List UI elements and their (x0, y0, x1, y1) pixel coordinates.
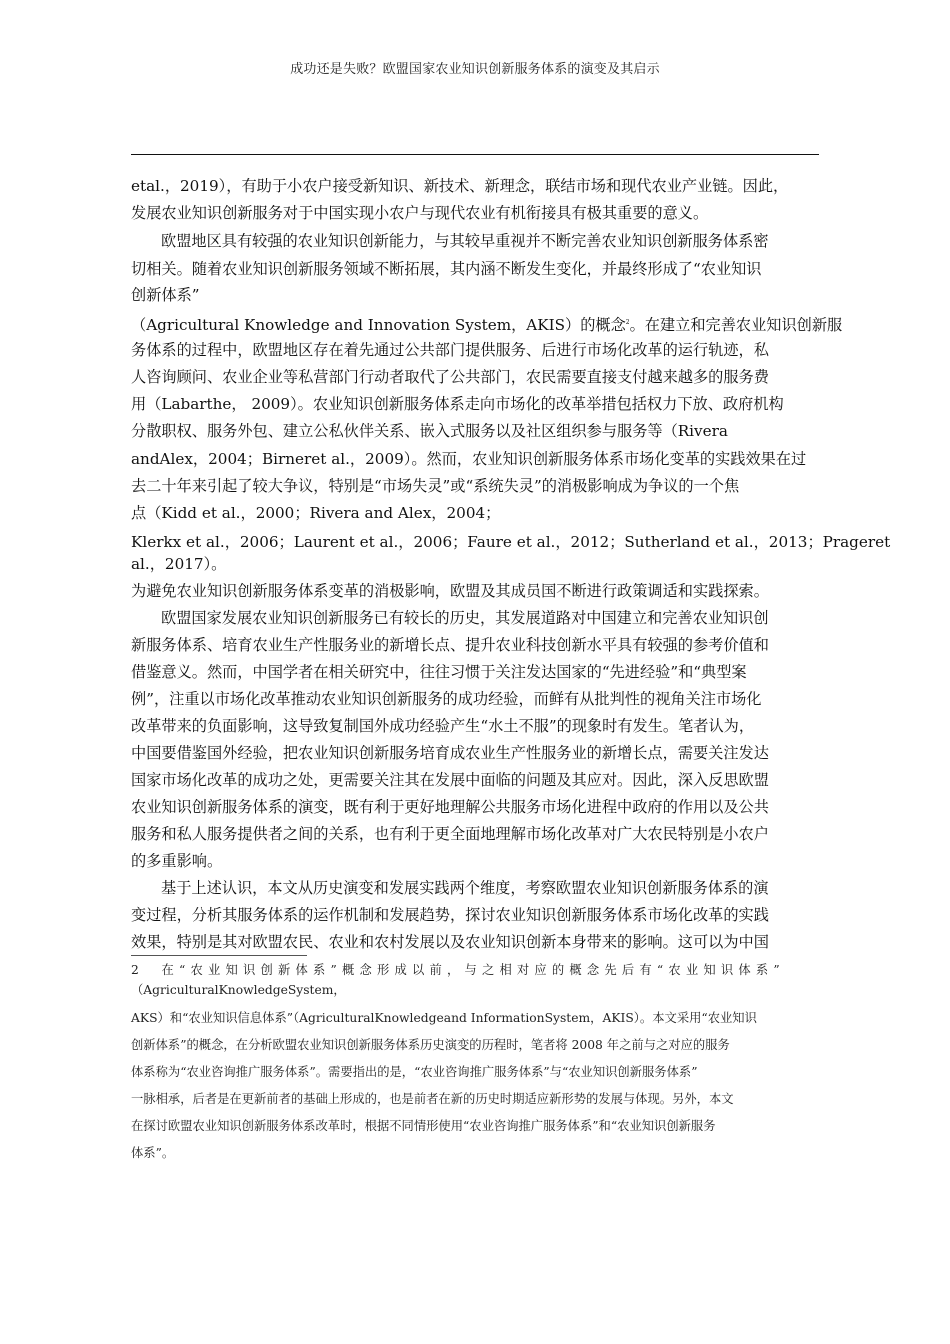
footnote-line: 在探讨欧盟农业知识创新服务体系改革时，根据不同情形使用“农业咨询推广服务体系”和“农业知识创新服务 (131, 1119, 716, 1133)
body-line: 点（Kidd et al.，2000；Rivera and Alex，2004； (131, 504, 501, 522)
body-line: 务体系的过程中，欧盟地区存在着先通过公共部门提供服务、后进行市场化改革的运行轨迹，私 (131, 341, 769, 359)
footnote-separator (131, 955, 307, 956)
body-line: 发展农业知识创新服务对于中国实现小农户与现代农业有机衔接具有极其重要的意义。 (131, 204, 709, 222)
header-rule (131, 154, 819, 155)
body-line: 例”，注重以市场化改革推动农业知识创新服务的成功经验，而鲜有从批判性的视角关注市场化 (131, 690, 762, 708)
body-line: andAlex，2004；Birneret al.，2009）。然而，农业知识创新服务体系市场化变革的实践效果在过 (131, 450, 807, 468)
body-line: 农业知识创新服务体系的演变，既有利于更好地理解公共服务市场化进程中政府的作用以及公共 (131, 798, 769, 816)
footnote-reference[interactable]: 2 (625, 319, 630, 326)
line-text: （Agricultural Knowledge and Innovation System，AKIS）的概念 (131, 316, 626, 334)
body-line: 变过程，分析其服务体系的运作机制和发展趋势，探讨农业知识创新服务体系市场化改革的实践 (131, 906, 769, 924)
body-line: 分散职权、服务外包、建立公私伙伴关系、嵌入式服务以及社区组织参与服务等（Rivera (131, 422, 728, 440)
body-line: 欧盟国家发展农业知识创新服务已有较长的历史，其发展道路对中国建立和完善农业知识创 (161, 609, 769, 627)
body-line: 借鉴意义。然而，中国学者在相关研究中，往往习惯于关注发达国家的“先进经验”和“典型案 (131, 663, 747, 681)
body-line: 服务和私人服务提供者之间的关系，也有利于更全面地理解市场化改革对广大农民特别是小农户 (131, 825, 769, 843)
body-line: 基于上述认识，本文从历史演变和发展实践两个维度，考察欧盟农业知识创新服务体系的演 (161, 879, 769, 897)
body-line: 效果，特别是其对欧盟农民、农业和农村发展以及农业知识创新本身带来的影响。这可以为中国 (131, 933, 769, 951)
footnote-line: 体系称为“农业咨询推广服务体系”。需要指出的是，“农业咨询推广服务体系”与“农业知识创新服务体系” (131, 1065, 698, 1079)
running-header-title: 成功还是失败？欧盟国家农业知识创新服务体系的演变及其启示 (290, 62, 660, 77)
body-line: 去二十年来引起了较大争议，特别是“市场失灵”或“系统失灵”的消极影响成为争议的一个焦 (131, 477, 740, 495)
line-text: 。在建立和完善农业知识创新服 (629, 316, 843, 334)
body-line: 创新体系” (131, 286, 200, 304)
footnote-line: 一脉相承，后者是在更新前者的基础上形成的，也是前者在新的历史时期适应新形势的发展与体现。另外，本文 (131, 1092, 734, 1106)
body-line: 新服务体系、培育农业生产性服务业的新增长点、提升农业科技创新水平具有较强的参考价值和 (131, 636, 769, 654)
footnote-line: 2 在“农业知识创新体系”概念形成以前，与之相对应的概念先后有“农业知识体系” (131, 963, 785, 977)
footnote-line: （AgriculturalKnowledgeSystem， (131, 983, 346, 997)
footnote-line: 体系”。 (131, 1146, 175, 1160)
body-line: Klerkx et al.，2006；Laurent et al.，2006；Faure et al.，2012；Sutherland et al.，2013；Prageret (131, 533, 891, 551)
body-line: 国家市场化改革的成功之处，更需要关注其在发展中面临的问题及其应对。因此，深入反思欧盟 (131, 771, 769, 789)
body-line: 改革带来的负面影响，这导致复制国外成功经验产生“水土不服”的现象时有发生。笔者认为， (131, 717, 755, 735)
body-line: 切相关。随着农业知识创新服务领域不断拓展，其内涵不断发生变化，并最终形成了“农业知识 (131, 260, 762, 278)
body-line: 欧盟地区具有较强的农业知识创新能力，与其较早重视并不断完善农业知识创新服务体系密 (161, 232, 769, 250)
body-line: 人咨询顾问、农业企业等私营部门行动者取代了公共部门，农民需要直接支付越来越多的服务费 (131, 368, 769, 386)
body-line: 的多重影响。 (131, 852, 223, 870)
footnote-line: 创新体系”的概念，在分析欧盟农业知识创新服务体系历史演变的历程时，笔者将 2008 年之前与之对应的服务 (131, 1038, 730, 1052)
body-line: 中国要借鉴国外经验，把农业知识创新服务培育成农业生产性服务业的新增长点，需要关注发达 (131, 744, 769, 762)
footnote-line: AKS）和“农业知识信息体系”（AgriculturalKnowledgeand InformationSystem，AKIS）。本文采用“农业知识 (131, 1011, 757, 1025)
body-line: 用（Labarthe， 2009）。农业知识创新服务体系走向市场化的改革举措包括权力下放、政府机构 (131, 395, 784, 413)
body-line: al.，2017）。 (131, 555, 227, 573)
body-line: 为避免农业知识创新服务体系变革的消极影响，欧盟及其成员国不断进行政策调适和实践探索。 (131, 582, 769, 600)
body-line (131, 313, 842, 335)
body-line: etal.，2019），有助于小农户接受新知识、新技术、新理念，联结市场和现代农业产业链。因此， (131, 177, 789, 195)
